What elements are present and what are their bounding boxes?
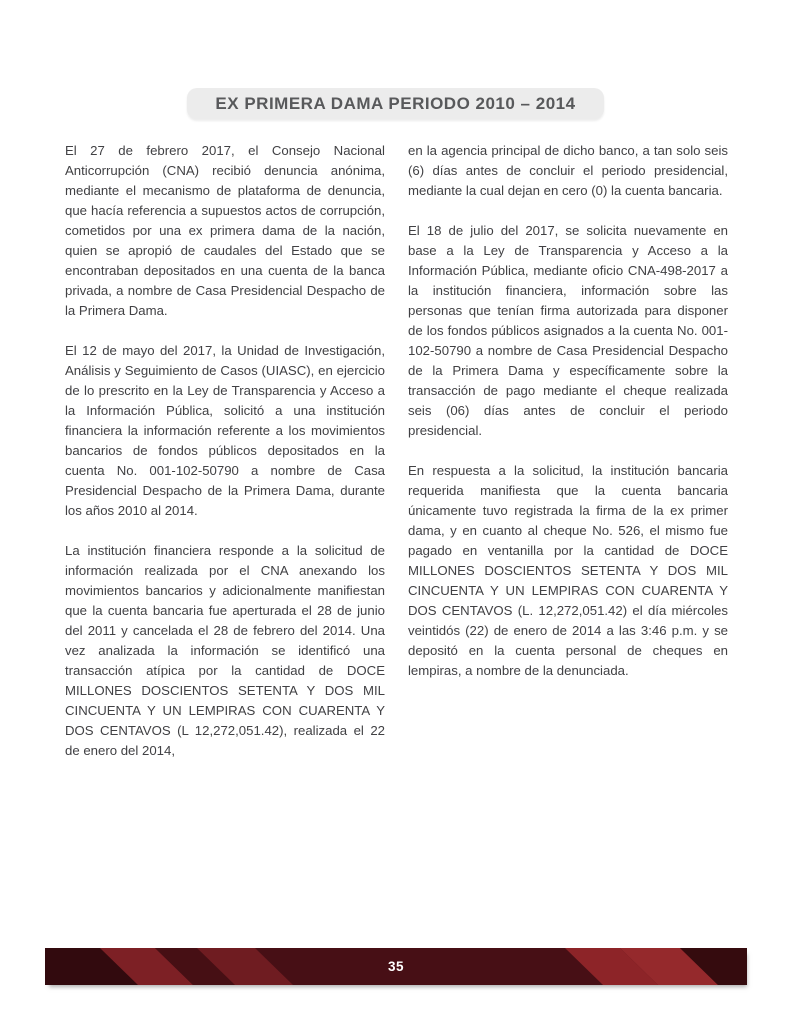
paragraph: El 18 de julio del 2017, se solicita nuevamente en base a la Ley de Transparencia y Acceso a la Información Pública, mediante oficio CNA-498-2017 a la institución financiera, información sobre las personas que tenían firma autorizada para disponer de los fondos públicos asignados a la cuenta No. 001-102-50790 a nombre de Casa Presidencial Despacho de la Primera Dama y específicamente sobre la transacción de pago mediante el cheque realizada seis (06) días antes de concluir el periodo presidencial. [408,223,728,438]
section-title-bar [187,88,604,119]
paragraph: En respuesta a la solicitud, la institución bancaria requerida manifiesta que la cuenta bancaria únicamente tuvo registrada la firma de la ex primer dama, y en cuanto al cheque No. 526, el mismo fue pagado en ventanilla por la cantidad de DOCE MILLONES DOSCIENTOS SETENTA Y DOS MIL CINCUENTA Y UN LEMPIRAS CON CUARENTA Y DOS CENTAVOS (L. 12,272,051.42) el día miércoles veintidós (22) de enero de 2014 a las 3:46 p.m. y se depositó en la cuenta personal de cheques en lempiras, a nombre de la denunciada. [408,463,728,678]
paragraph: en la agencia principal de dicho banco, a tan solo seis (6) días antes de concluir el periodo presidencial, mediante la cual dejan en cero (0) la cuenta bancaria. [408,143,728,198]
paragraph: La institución financiera responde a la solicitud de información realizada por el CNA anexando los movimientos bancarios y adicionalmente manifiestan que la cuenta bancaria fue aperturada el 28 de junio del 2011 y cancelada el 28 de febrero del 2014. Una vez analizada la información se identificó una transacción atípica por la cantidad de DOCE MILLONES DOSCIENTOS SETENTA Y DOS MIL CINCUENTA Y UN LEMPIRAS CON CUARENTA Y DOS CENTAVOS (L 12,272,051.42), realizada el 22 de enero del 2014, [65,543,385,758]
paragraph: El 27 de febrero 2017, el Consejo Nacional Anticorrupción (CNA) recibió denuncia anónima, mediante el mecanismo de plataforma de denuncia, que hacía referencia a supuestos actos de corrupción, cometidos por una ex primera dama de la nación, quien se apropió de caudales del Estado que se encontraban depositados en una cuenta de la banca privada, a nombre de Casa Presidencial Despacho de la Primera Dama. [65,143,385,318]
article-body [65,141,728,781]
column-right [408,141,728,781]
page-footer [45,948,747,985]
page-number: 35 [387,959,405,974]
section-title: EX PRIMERA DAMA PERIODO 2010 – 2014 [215,93,576,113]
paragraph: El 12 de mayo del 2017, la Unidad de Investigación, Análisis y Seguimiento de Casos (UIASC), en ejercicio de lo prescrito en la Ley de Transparencia y Acceso a la Información Pública, solicitó a una institución financiera la información referente a los movimientos bancarios de fondos públicos depositados en la cuenta No. 001-102-50790 a nombre de Casa Presidencial Despacho de la Primera Dama, durante los años 2010 al 2014. [65,343,385,518]
column-left [65,141,385,781]
